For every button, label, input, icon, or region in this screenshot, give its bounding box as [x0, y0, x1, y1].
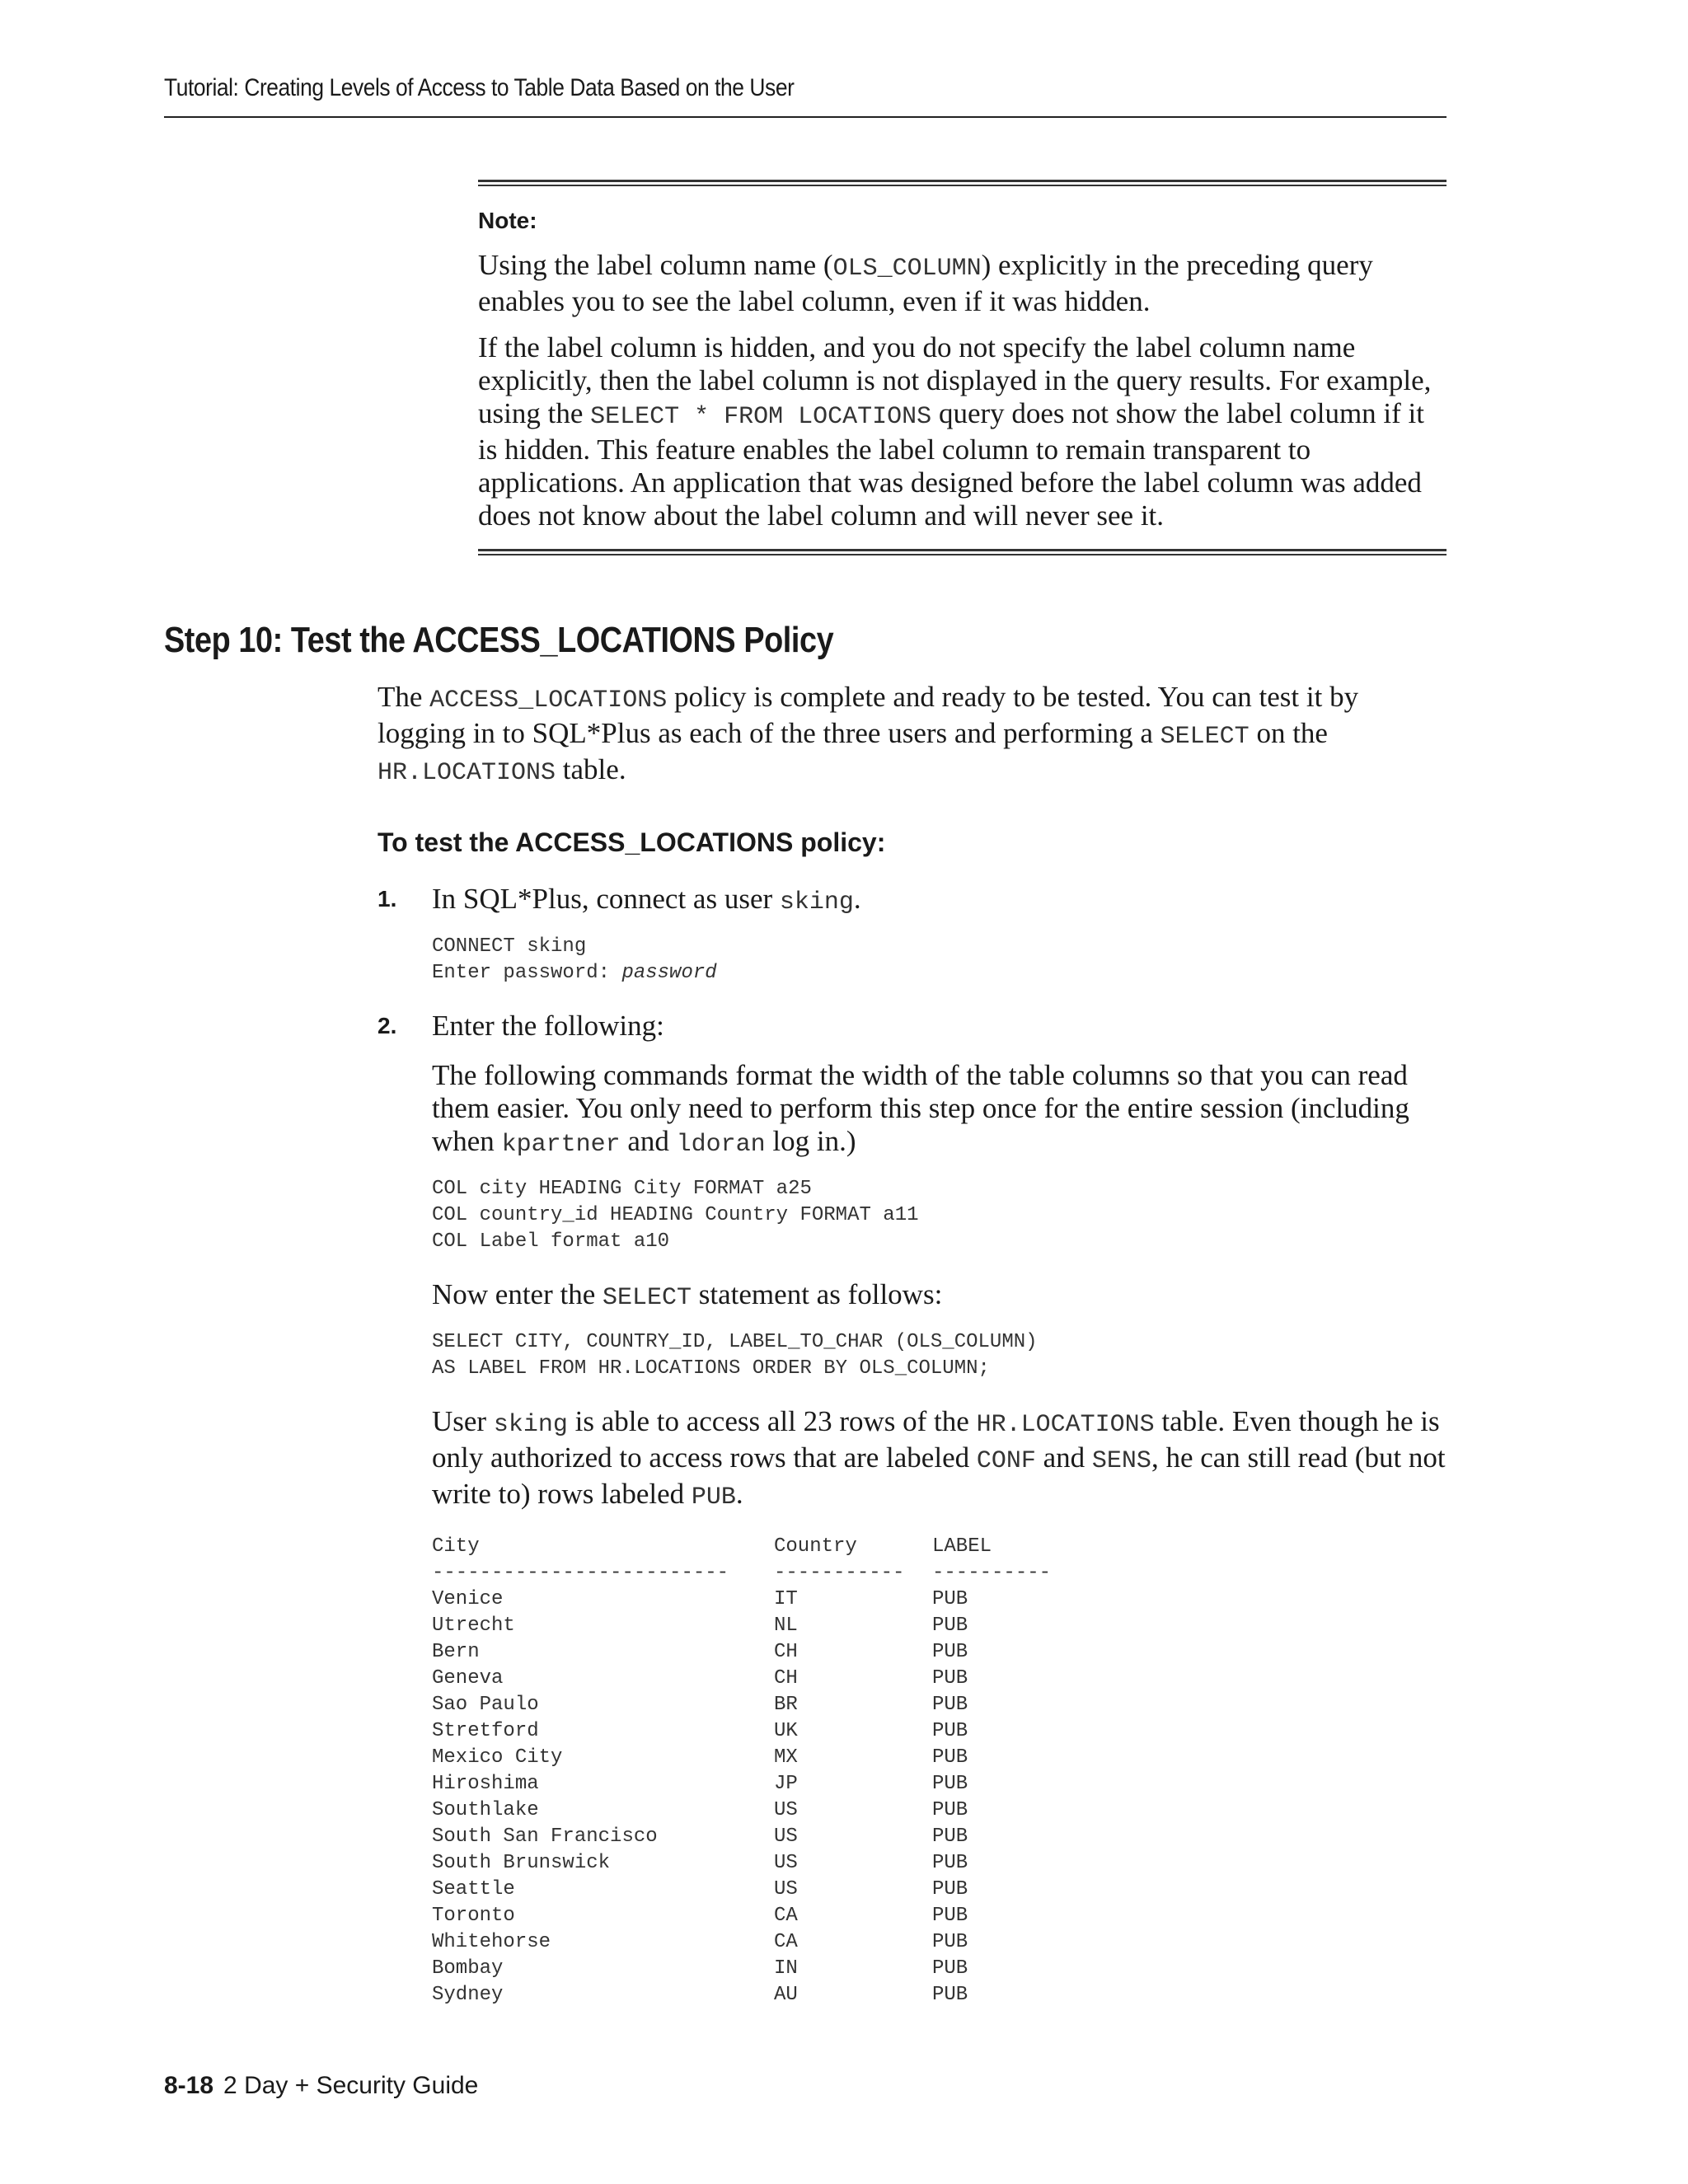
note-paragraph-2: If the label column is hidden, and you do not specify the label column name explicitly, then the label column is not displayed in the query results. For example, using the SELECT * FROM LOCATIONS query does not show the label column if it is hidden. This feature enables the label column to remain transparent to applications. An application that was designed before the label column was added does not know about the label column and will never see it.: [478, 331, 1432, 532]
table-cell: PUB: [932, 1878, 968, 1900]
table-cell: Southlake: [432, 1799, 539, 1821]
code-example-connect: CONNECT sking Enter password: password: [432, 935, 717, 984]
procedure-heading: To test the ACCESS_LOCATIONS policy:: [377, 827, 886, 857]
placeholder-password: password: [621, 962, 717, 984]
table-cell: Whitehorse: [432, 1931, 551, 1953]
table-row: [432, 1797, 1449, 1824]
table-row: [432, 1718, 1449, 1745]
step-text: Enter the following:: [432, 1010, 664, 1042]
table-row: [432, 1771, 1449, 1797]
code-example-format: COL city HEADING City FORMAT a25 COL country_id HEADING Country FORMAT a11 COL Label format a10: [432, 1178, 919, 1253]
table-row: [432, 1850, 1449, 1877]
table-row: [432, 1877, 1449, 1903]
step-number: 1.: [377, 886, 397, 912]
table-cell: IN: [774, 1957, 798, 1980]
table-cell: PUB: [932, 1825, 968, 1848]
table-cell: US: [774, 1799, 798, 1821]
table-cell: PUB: [932, 1588, 968, 1610]
table-cell: CA: [774, 1931, 798, 1953]
table-row: [432, 1613, 1449, 1639]
table-cell: PUB: [932, 1641, 968, 1663]
select-intro: Now enter the SELECT statement as follows:: [432, 1278, 943, 1312]
table-row: [432, 1903, 1449, 1929]
table-cell: Seattle: [432, 1878, 515, 1900]
table-cell: South San Francisco: [432, 1825, 658, 1848]
note-box: [478, 180, 1447, 555]
table-cell: Utrecht: [432, 1615, 515, 1637]
header-rule: [164, 116, 1447, 118]
table-cell: PUB: [932, 1615, 968, 1637]
note-bottom-rule: [478, 549, 1447, 555]
note-top-rule: [478, 180, 1447, 186]
inline-code: OLS_COLUMN: [832, 255, 982, 283]
table-row: [432, 1824, 1449, 1850]
table-cell: Toronto: [432, 1905, 515, 1927]
table-cell: Hiroshima: [432, 1773, 539, 1795]
table-cell: AU: [774, 1984, 798, 2006]
table-cell: IT: [774, 1588, 798, 1610]
book-title: 2 Day + Security Guide: [223, 2072, 479, 2099]
table-separator-row: ------------------------- ----------- ----------: [432, 1562, 1052, 1584]
table-cell: UK: [774, 1720, 798, 1742]
table-cell: PUB: [932, 1667, 968, 1690]
table-cell: Sydney: [432, 1984, 504, 2006]
code-example-select: SELECT CITY, COUNTRY_ID, LABEL_TO_CHAR (OLS_COLUMN) AS LABEL FROM HR.LOCATIONS ORDER BY OLS_COLUMN;: [432, 1331, 1038, 1380]
table-cell: PUB: [932, 1773, 968, 1795]
table-cell: PUB: [932, 1694, 968, 1716]
running-header: Tutorial: Creating Levels of Access to Table Data Based on the User: [164, 74, 795, 101]
table-row: [432, 1956, 1449, 1982]
table-cell: Sao Paulo: [432, 1694, 539, 1716]
table-cell: Bombay: [432, 1957, 504, 1980]
table-row: [432, 1639, 1449, 1666]
table-row: [432, 1586, 1449, 1613]
step-explanation: The following commands format the width of the table columns so that you can read them easier. You only need to perform this step once for the entire session (including when kpartner and ldoran log in.): [432, 1059, 1409, 1159]
table-row: [432, 1745, 1449, 1771]
inline-code: SELECT * FROM LOCATIONS: [590, 403, 932, 431]
table-cell: CH: [774, 1667, 798, 1690]
section-body: [377, 681, 1449, 2008]
note-paragraph-1: Using the label column name (OLS_COLUMN) explicitly in the preceding query enables you to see the label column, even if it was hidden.: [478, 249, 1373, 317]
page-footer: [164, 2072, 478, 2100]
table-cell: MX: [774, 1746, 798, 1769]
procedure-step-2: [377, 1010, 1449, 1514]
table-cell: Stretford: [432, 1720, 539, 1742]
table-cell: PUB: [932, 1720, 968, 1742]
table-cell: NL: [774, 1615, 798, 1637]
table-header-row: City Country LABEL: [432, 1535, 992, 1558]
table-cell: Venice: [432, 1588, 504, 1610]
table-cell: CH: [774, 1641, 798, 1663]
table-cell: South Brunswick: [432, 1852, 611, 1874]
page-number: 8-18: [164, 2072, 214, 2099]
note-title: Note:: [478, 208, 537, 233]
table-cell: Geneva: [432, 1667, 504, 1690]
table-cell: Bern: [432, 1641, 480, 1663]
table-cell: US: [774, 1825, 798, 1848]
table-cell: US: [774, 1878, 798, 1900]
table-cell: PUB: [932, 1957, 968, 1980]
table-cell: Mexico City: [432, 1746, 563, 1769]
table-cell: PUB: [932, 1746, 968, 1769]
table-cell: PUB: [932, 1799, 968, 1821]
query-result-table: [432, 1534, 1449, 2008]
table-row: [432, 1982, 1449, 2008]
step-text: In SQL*Plus, connect as user sking.: [432, 883, 861, 916]
result-explanation: User sking is able to access all 23 rows of the HR.LOCATIONS table. Even though he is only authorized to access rows that are labeled CONF and SENS, he can still read (but not write to) rows labeled PUB.: [432, 1405, 1446, 1511]
intro-paragraph: The ACCESS_LOCATIONS policy is complete and ready to be tested. You can test it by logging in to SQL*Plus as each of the three users and performing a SELECT on the HR.LOCATIONS table.: [377, 681, 1359, 787]
table-cell: PUB: [932, 1905, 968, 1927]
table-cell: PUB: [932, 1984, 968, 2006]
procedure-step-1: [377, 883, 1449, 987]
table-cell: BR: [774, 1694, 798, 1716]
table-row: [432, 1929, 1449, 1956]
step-number: 2.: [377, 1013, 397, 1038]
table-cell: US: [774, 1852, 798, 1874]
section-heading: Step 10: Test the ACCESS_LOCATIONS Policy: [164, 620, 834, 660]
table-cell: PUB: [932, 1852, 968, 1874]
table-cell: CA: [774, 1905, 798, 1927]
table-cell: JP: [774, 1773, 798, 1795]
table-row: [432, 1666, 1449, 1692]
table-row: [432, 1692, 1449, 1718]
table-cell: PUB: [932, 1931, 968, 1953]
